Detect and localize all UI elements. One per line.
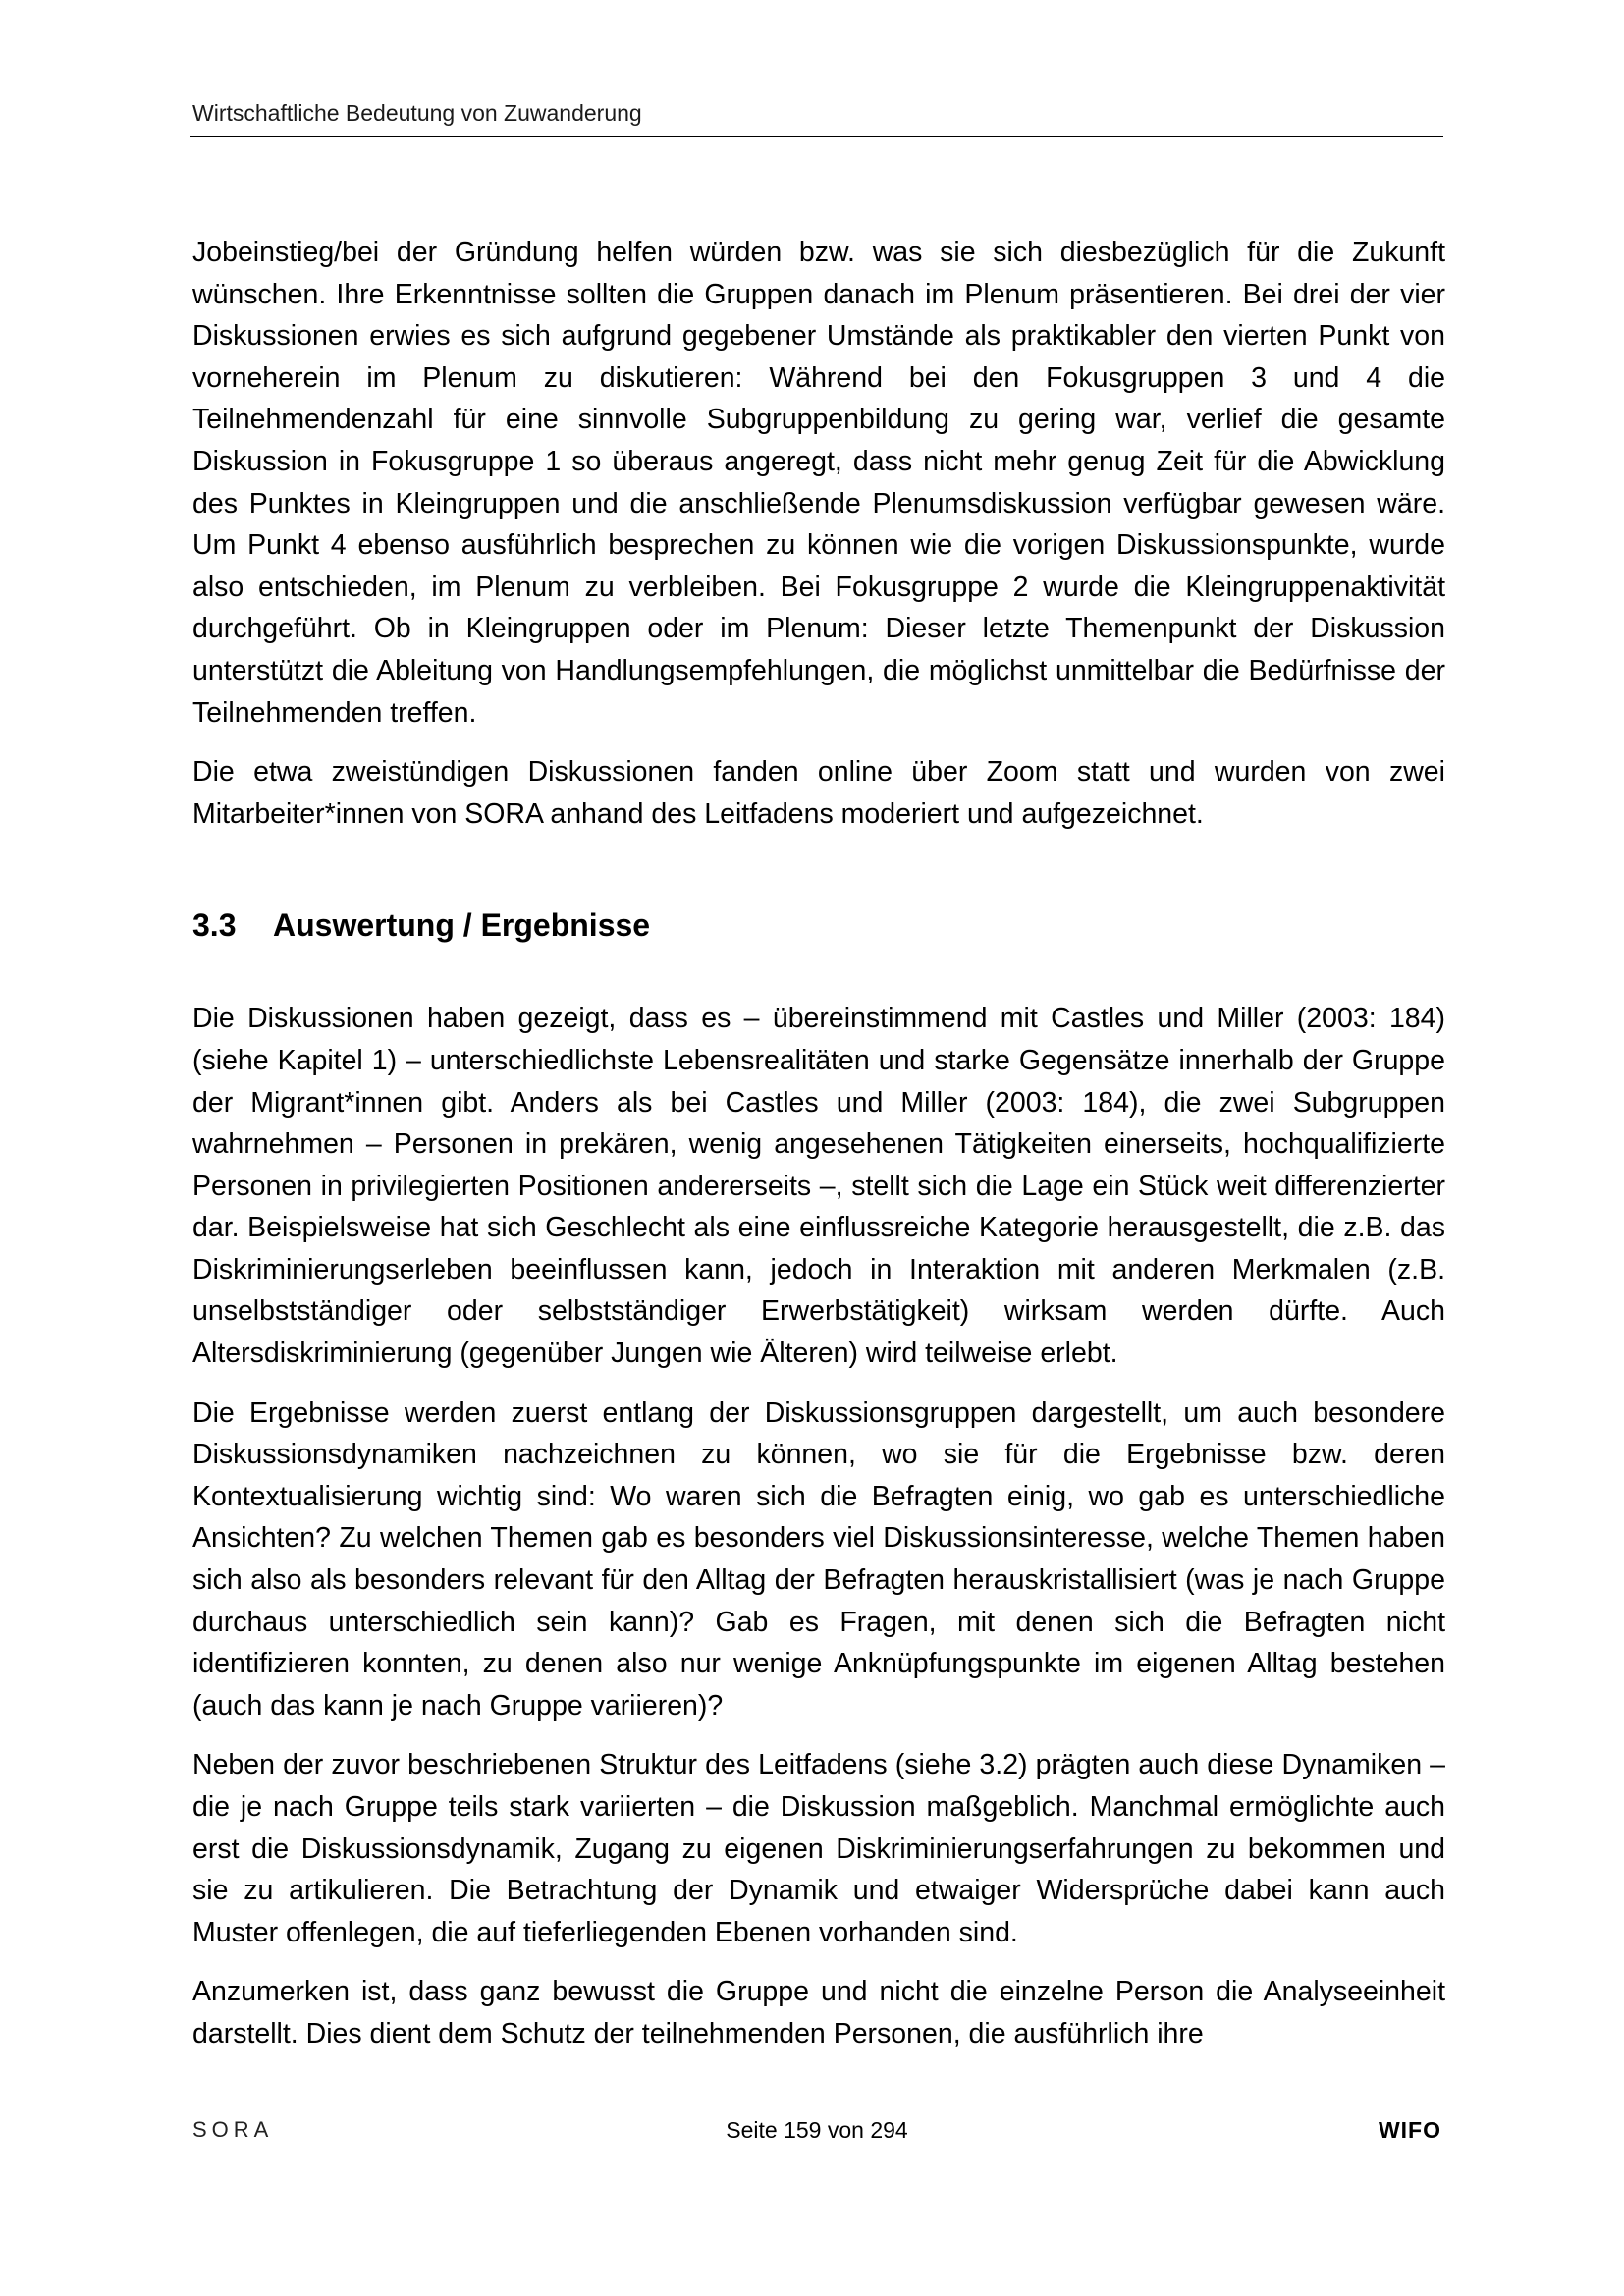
body-paragraph: Jobeinstieg/bei der Gründung helfen würden bzw. was sie sich diesbezüglich für die Zukunft wünschen. Ihre Erkenntnisse sollten die Gruppen danach im Plenum präsentieren. Bei drei der vier Diskussionen erwies es sich aufgrund gegebener Umstände als praktikabler den vierten Punkt von vorneherein im Plenum zu diskutieren: Während bei den Fokusgruppen 3 und 4 die Teilnehmendenzahl für eine sinnvolle Subgruppenbildung zu gering war, verlief die gesamte Diskussion in Fokusgruppe 1 so überaus angeregt, dass nicht mehr genug Zeit für die Abwicklung des Punktes in Kleingruppen und die anschließende Plenumsdiskussion verfügbar gewesen wäre. Um Punkt 4 ebenso ausführlich besprechen zu können wie die vorigen Diskussionspunkte, wurde also entschieden, im Plenum zu verbleiben. Bei Fokusgruppe 2 wurde die Kleingruppenaktivität durchgeführt. Ob in Kleingruppen oder im Plenum: Dieser letzte Themenpunkt der Diskussion unterstützt die Ableitung von Handlungsempfehlungen, die möglichst unmittelbar die Bedürfnisse der Teilnehmenden treffen.	[192, 237, 1445, 729]
body-paragraph: Anzumerken ist, dass ganz bewusst die Gruppe und nicht die einzelne Person die Analyseeinheit darstellt. Dies dient dem Schutz der teilnehmenden Personen, die ausführlich ihre	[192, 1976, 1445, 2050]
paragraph-spacer	[192, 734, 1445, 751]
paragraph-spacer	[192, 1953, 1445, 1971]
paragraph-spacer	[192, 1726, 1445, 1744]
section-heading	[192, 905, 1445, 945]
running-header: Wirtschaftliche Bedeutung von Zuwanderung	[192, 100, 642, 126]
body-paragraph: Die Ergebnisse werden zuerst entlang der Diskussionsgruppen dargestellt, um auch besondere Diskussionsdynamiken nachzeichnen zu können, wo sie für die Ergebnisse bzw. deren Kontextualisierung wichtig sind: Wo waren sich die Befragten einig, wo gab es unterschiedliche Ansichten? Zu welchen Themen gab es besonders viel Diskussionsinteresse, welche Themen haben sich also als besonders relevant für den Alltag der Befragten herauskristallisiert (was je nach Gruppe durchaus unterschiedlich sein kann)? Gab es Fragen, mit denen sich die Befragten nicht identifizieren konnten, zu denen also nur wenige Anknüpfungspunkte im eigenen Alltag bestehen (auch das kann je nach Gruppe variieren)?	[192, 1396, 1445, 1722]
body-paragraph: Neben der zuvor beschriebenen Struktur des Leitfadens (siehe 3.2) prägten auch diese Dynamiken – die je nach Gruppe teils stark variierten – die Diskussion maßgeblich. Manchmal ermöglichte auch erst die Diskussionsdynamik, Zugang zu eigenen Diskriminierungserfahrungen zu bekommen und sie zu artikulieren. Die Betrachtung der Dynamik und etwaiger Widersprüche dabei kann auch Muster offenlegen, die auf tieferliegenden Ebenen vorhanden sind.	[192, 1749, 1445, 1948]
page-footer	[192, 2113, 1441, 2147]
sora-logo: SORA	[192, 2117, 274, 2142]
section-number: 3.3	[192, 907, 237, 944]
header-rule	[190, 136, 1443, 137]
page-number: Seite 159 von 294	[726, 2117, 908, 2143]
paragraph-spacer	[192, 1375, 1445, 1393]
wifo-logo: WIFO	[1378, 2117, 1441, 2143]
section-title: Auswertung / Ergebnisse	[273, 907, 651, 944]
body-paragraph: Die Diskussionen haben gezeigt, dass es – übereinstimmend mit Castles und Miller (2003: 184) (siehe Kapitel 1) – unterschiedlichste Lebensrealitäten und starke Gegensätze innerhalb der Gruppe der Migrant*innen gibt. Anders als bei Castles und Miller (2003: 184), die zwei Subgruppen wahrnehmen – Personen in prekären, wenig angesehenen Tätigkeiten einerseits, hochqualifizierte Personen in privilegierten Positionen andererseits –, stellt sich die Lage ein Stück weit differenzierter dar. Beispielsweise hat sich Geschlecht als eine einflussreiche Kategorie herausgestellt, die z.B. das Diskriminierungserleben beeinflussen kann, jedoch in Interaktion mit anderen Merkmalen (z.B. unselbstständiger oder selbstständiger Erwerbstätigkeit) wirksam werden dürfte. Auch Altersdiskriminierung (gegenüber Jungen wie Älteren) wird teilweise erlebt.	[192, 1003, 1445, 1370]
body-paragraph: Die etwa zweistündigen Diskussionen fanden online über Zoom statt und wurden von zwei Mitarbeiter*innen von SORA anhand des Leitfadens moderiert und aufgezeichnet.	[192, 756, 1445, 830]
page-body	[192, 232, 1445, 2055]
